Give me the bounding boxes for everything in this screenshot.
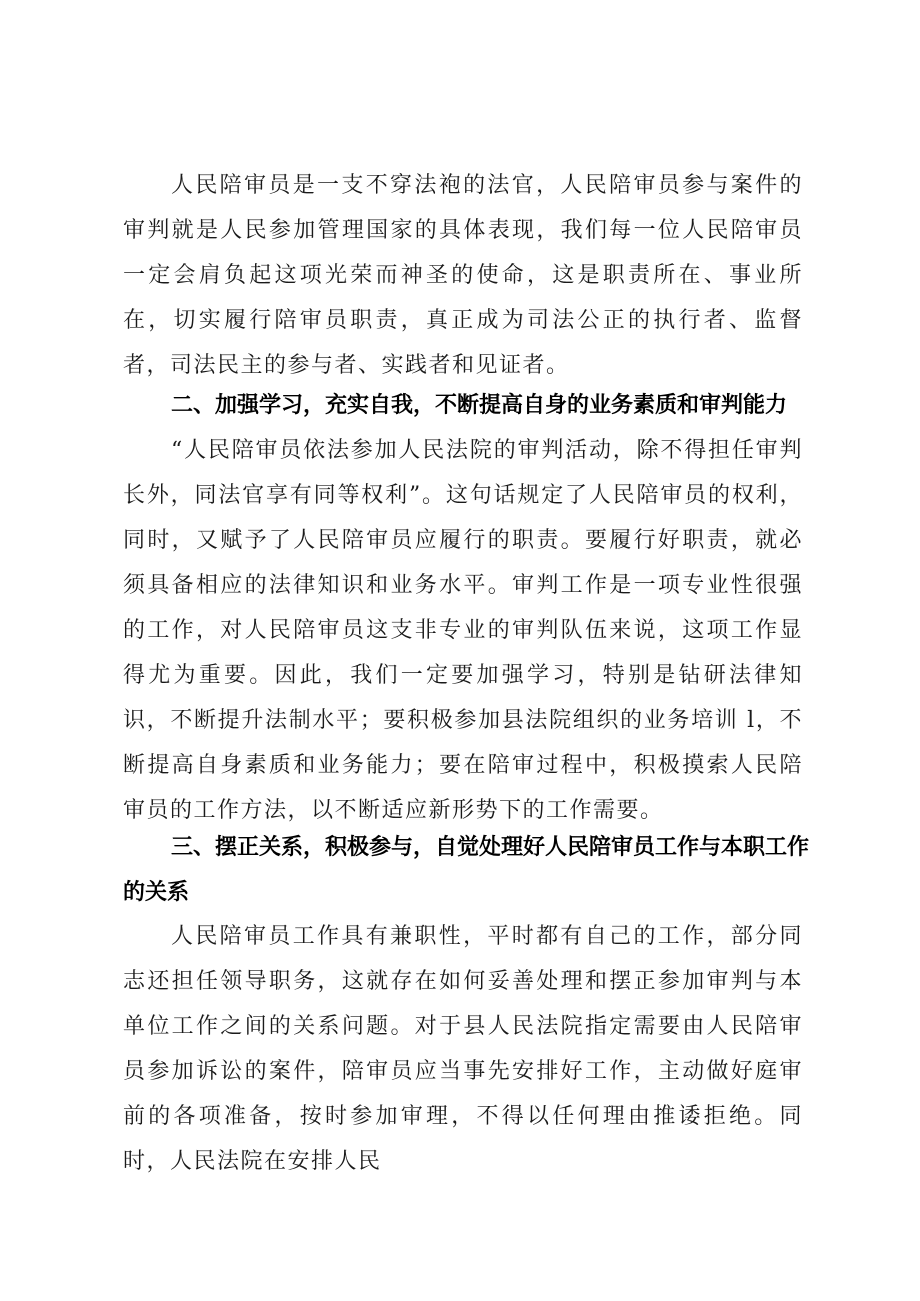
paragraph-3: 人民陪审员工作具有兼职性，平时都有自己的工作，部分同志还担任领导职务，这就存在如何妥善处理和摆正参加审判与本单位工作之间的关系问题。对于县人民法院指定需要由人民陪审员参加诉讼的案件，陪审员应当事先安排好工作，主动做好庭审前的各项准备，按时参加审理，不得以任何理由推诿拒绝。同时，人民法院在安排人民 — [123, 924, 803, 1174]
section-heading-3: 三、摆正关系，积极参与，自觉处理好人民陪审员工作与本职工作的关系 — [123, 835, 810, 905]
section-heading-2: 二、加强学习，充实自我，不断提高自身的业务素质和审判能力 — [171, 393, 788, 418]
paragraph-2: “人民陪审员依法参加人民法院的审判活动，除不得担任审判长外，同法官享有同等权利”。这句话规定了人民陪审员的权利，同时，又赋予了人民陪审员应履行的职责。要履行好职责，就必须具备相应的法律知识和业务水平。审判工作是一项专业性很强的工作，对人民陪审员这支非专业的审判队伍来说，这项工作显得尤为重要。因此，我们一定要加强学习，特别是钻研法律知识，不断提升法制水平；要积极参加县法院组织的业务培训 l，不断提高自身素质和业务能力；要在陪审过程中，积极摸索人民陪审员的工作方法，以不断适应新形势下的工作需要。 — [123, 438, 803, 823]
paragraph-1: 人民陪审员是一支不穿法袍的法官，人民陪审员参与案件的审判就是人民参加管理国家的具体表现，我们每一位人民陪审员一定会肩负起这项光荣而神圣的使命，这是职责所在、事业所在，切实履行陪审员职责，真正成为司法公正的执行者、监督者，司法民主的参与者、实践者和见证者。 — [123, 173, 803, 378]
